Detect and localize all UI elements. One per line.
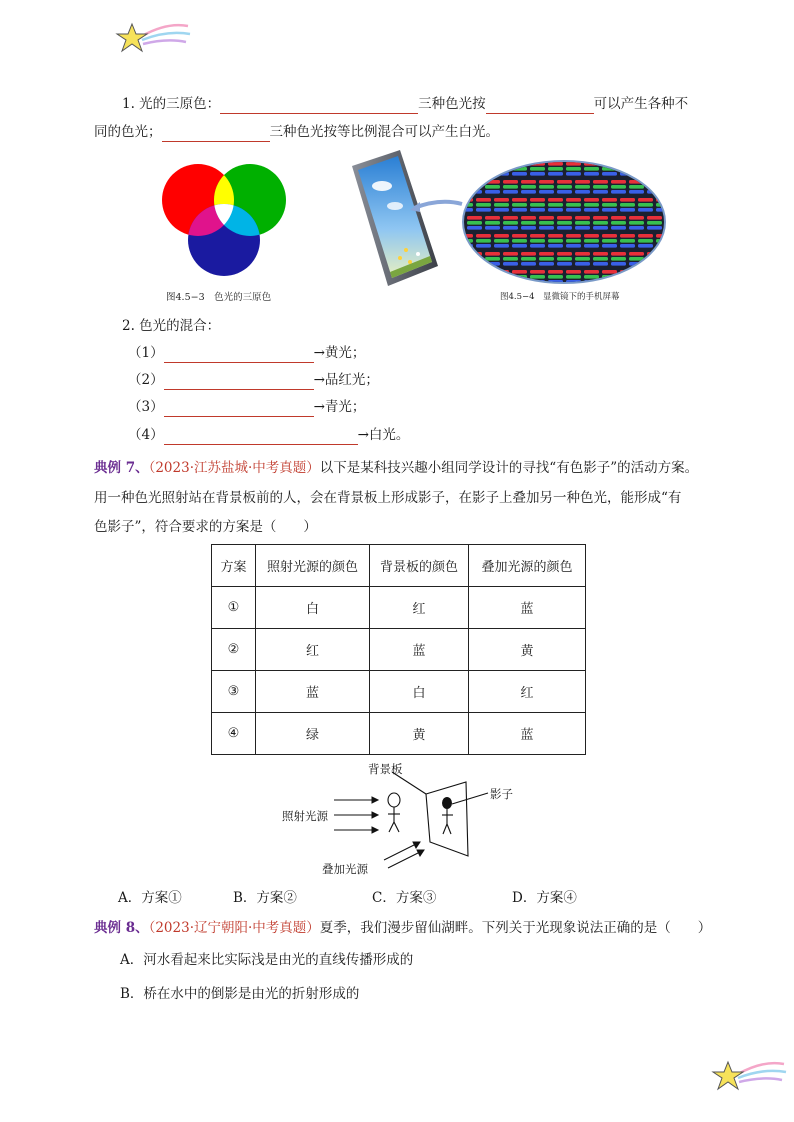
q1-line2 bbox=[94, 122, 499, 142]
subpixel bbox=[566, 208, 581, 212]
subpixel bbox=[539, 190, 554, 194]
ex7-line1 bbox=[94, 458, 698, 478]
subpixel bbox=[476, 244, 491, 248]
subpixel bbox=[629, 185, 644, 189]
subpixel bbox=[575, 216, 590, 220]
subpixel bbox=[548, 244, 563, 248]
answer-blank[interactable] bbox=[162, 125, 270, 142]
subpixel bbox=[602, 280, 617, 284]
subpixel bbox=[462, 270, 473, 274]
subpixel bbox=[476, 208, 491, 212]
subpixel bbox=[462, 180, 464, 184]
subpixel bbox=[548, 270, 563, 274]
q1-line1 bbox=[122, 94, 688, 114]
subpixel bbox=[557, 185, 572, 189]
subpixel bbox=[557, 180, 572, 184]
table-cell: 蓝 bbox=[256, 671, 370, 713]
subpixel bbox=[503, 226, 518, 230]
subpixel bbox=[462, 262, 464, 266]
subpixel bbox=[476, 270, 491, 274]
subpixel bbox=[584, 270, 599, 274]
subpixel bbox=[647, 180, 662, 184]
subpixel bbox=[620, 167, 635, 171]
ex7-text2: 用一种色光照射站在背景板前的人，会在背景板上形成影子，在影子上叠加另一种色光，能形成“有 bbox=[94, 490, 682, 506]
subpixel bbox=[557, 226, 572, 230]
subpixel bbox=[620, 234, 635, 238]
subpixel bbox=[548, 203, 563, 207]
subpixel bbox=[611, 257, 626, 261]
figure-caption: 图4.5−3 色光的三原色 bbox=[166, 292, 272, 303]
subpixel bbox=[476, 234, 491, 238]
subpixel bbox=[530, 198, 545, 202]
table-cell: 红 bbox=[370, 587, 469, 629]
answer-blank[interactable] bbox=[164, 346, 314, 363]
subpixel bbox=[521, 190, 536, 194]
subpixel bbox=[494, 280, 509, 284]
subpixel bbox=[494, 162, 509, 166]
subpixel bbox=[593, 252, 608, 256]
subpixel bbox=[512, 234, 527, 238]
subpixel bbox=[575, 262, 590, 266]
subpixel bbox=[462, 252, 464, 256]
subpixel bbox=[602, 203, 617, 207]
item-result: →白光。 bbox=[357, 427, 410, 443]
subpixel bbox=[476, 275, 491, 279]
subpixel bbox=[620, 198, 635, 202]
subpixel bbox=[593, 257, 608, 261]
subpixel bbox=[566, 275, 581, 279]
subpixel bbox=[462, 275, 473, 279]
subpixel bbox=[462, 167, 473, 171]
diagram-label-light-source: 照射光源 bbox=[282, 809, 328, 823]
table-header: 照射光源的颜色 bbox=[256, 545, 370, 587]
subpixel bbox=[485, 226, 500, 230]
example-label: 典例 7、 bbox=[94, 460, 149, 476]
table-cell: 绿 bbox=[256, 713, 370, 755]
subpixel bbox=[656, 208, 666, 212]
subpixel bbox=[494, 198, 509, 202]
subpixel bbox=[656, 167, 666, 171]
subpixel bbox=[647, 221, 662, 225]
subpixel bbox=[602, 239, 617, 243]
subpixel bbox=[575, 190, 590, 194]
subpixel bbox=[638, 162, 653, 166]
subpixel bbox=[602, 208, 617, 212]
diagram-label-overlay-source: 叠加光源 bbox=[322, 862, 368, 876]
subpixel bbox=[462, 190, 464, 194]
subpixel bbox=[485, 216, 500, 220]
subpixel bbox=[476, 239, 491, 243]
subpixel bbox=[530, 244, 545, 248]
table-cell: 白 bbox=[370, 671, 469, 713]
subpixel bbox=[602, 244, 617, 248]
table-cell: 蓝 bbox=[469, 587, 586, 629]
answer-blank[interactable] bbox=[220, 97, 418, 114]
subpixel bbox=[620, 208, 635, 212]
subpixel bbox=[566, 270, 581, 274]
subpixel bbox=[584, 234, 599, 238]
subpixel bbox=[521, 262, 536, 266]
subpixel bbox=[647, 257, 662, 261]
subpixel bbox=[620, 239, 635, 243]
subpixel bbox=[512, 270, 527, 274]
subpixel bbox=[638, 172, 653, 176]
figure-caption: 图4.5−4 显微镜下的手机屏幕 bbox=[500, 292, 620, 302]
subpixel bbox=[512, 239, 527, 243]
subpixel bbox=[467, 180, 482, 184]
subpixel bbox=[602, 198, 617, 202]
subpixel bbox=[557, 216, 572, 220]
subpixel bbox=[629, 190, 644, 194]
subpixel bbox=[611, 180, 626, 184]
subpixel bbox=[494, 203, 509, 207]
item-result: →青光； bbox=[313, 399, 366, 415]
option-d[interactable]: D．方案④ bbox=[512, 890, 577, 906]
subpixel bbox=[485, 190, 500, 194]
subpixel bbox=[503, 216, 518, 220]
subpixel bbox=[462, 234, 473, 238]
subpixel bbox=[566, 203, 581, 207]
subpixel bbox=[647, 226, 662, 230]
subpixel bbox=[503, 262, 518, 266]
subpixel bbox=[512, 244, 527, 248]
subpixel bbox=[611, 185, 626, 189]
item-number: （4） bbox=[128, 427, 164, 443]
example-label: 典例 8、 bbox=[94, 920, 149, 936]
subpixel bbox=[629, 221, 644, 225]
subpixel bbox=[647, 216, 662, 220]
q2-title: 2. 色光的混合： bbox=[122, 318, 221, 334]
table-cell: 蓝 bbox=[370, 629, 469, 671]
subpixel bbox=[566, 172, 581, 176]
subpixel bbox=[539, 262, 554, 266]
table-header: 叠加光源的颜色 bbox=[469, 545, 586, 587]
subpixel bbox=[575, 252, 590, 256]
subpixel bbox=[512, 198, 527, 202]
subpixel bbox=[521, 221, 536, 225]
subpixel bbox=[494, 234, 509, 238]
subpixel bbox=[575, 185, 590, 189]
answer-blank[interactable] bbox=[164, 400, 314, 417]
table-cell: 红 bbox=[256, 629, 370, 671]
subpixel bbox=[629, 252, 644, 256]
subpixel bbox=[566, 198, 581, 202]
subpixel bbox=[620, 244, 635, 248]
subpixel bbox=[521, 252, 536, 256]
subpixel bbox=[566, 239, 581, 243]
subpixel bbox=[575, 180, 590, 184]
subpixel bbox=[539, 216, 554, 220]
subpixel bbox=[575, 226, 590, 230]
subpixel bbox=[530, 234, 545, 238]
subpixel bbox=[485, 252, 500, 256]
subpixel bbox=[557, 257, 572, 261]
subpixel bbox=[485, 257, 500, 261]
subpixel bbox=[656, 172, 666, 176]
option-c[interactable]: C．方案③ bbox=[372, 890, 437, 906]
subpixel bbox=[467, 257, 482, 261]
subpixel bbox=[638, 198, 653, 202]
subpixel bbox=[584, 275, 599, 279]
q1-line2-end: 三种色光按等比例混合可以产生白光。 bbox=[269, 124, 499, 140]
subpixel bbox=[557, 262, 572, 266]
subpixel bbox=[638, 234, 653, 238]
subpixel bbox=[611, 221, 626, 225]
answer-blank[interactable] bbox=[164, 428, 358, 445]
subpixel bbox=[566, 167, 581, 171]
subpixel bbox=[539, 257, 554, 261]
subpixel bbox=[620, 275, 635, 279]
subpixel bbox=[530, 203, 545, 207]
option-a[interactable]: A．方案① bbox=[118, 890, 182, 906]
subpixel bbox=[539, 221, 554, 225]
subpixel bbox=[620, 203, 635, 207]
subpixel bbox=[476, 172, 491, 176]
subpixel bbox=[620, 280, 635, 284]
subpixel bbox=[602, 234, 617, 238]
subpixel bbox=[593, 226, 608, 230]
subpixel bbox=[539, 252, 554, 256]
shooting-star-icon bbox=[708, 1056, 788, 1096]
subpixel bbox=[593, 262, 608, 266]
subpixel bbox=[462, 185, 464, 189]
three-primary-colors-figure bbox=[158, 158, 293, 278]
subpixel bbox=[566, 234, 581, 238]
subpixel bbox=[584, 203, 599, 207]
ex7-text3: 色影子”，符合要求的方案是（ ） bbox=[94, 519, 317, 535]
subpixel bbox=[462, 162, 473, 166]
subpixel bbox=[462, 172, 473, 176]
subpixel bbox=[638, 275, 653, 279]
subpixel bbox=[521, 257, 536, 261]
subpixel bbox=[503, 221, 518, 225]
subpixel bbox=[530, 239, 545, 243]
subpixel bbox=[638, 244, 653, 248]
example-source: （2023·江苏盐城·中考真题） bbox=[148, 460, 320, 476]
answer-blank[interactable] bbox=[164, 373, 314, 390]
q1-line2-start: 同的色光； bbox=[94, 124, 162, 140]
q1-mid1: 三种色光按 bbox=[418, 96, 486, 112]
subpixel bbox=[593, 185, 608, 189]
subpixel bbox=[530, 275, 545, 279]
ex7-text1: 以下是某科技兴趣小组同学设计的寻找“有色影子”的活动方案。 bbox=[319, 460, 699, 476]
subpixel bbox=[611, 190, 626, 194]
subpixel bbox=[521, 216, 536, 220]
table-cell: 蓝 bbox=[469, 713, 586, 755]
subpixel bbox=[548, 234, 563, 238]
diagram-label-board: 背景板 bbox=[368, 762, 403, 776]
subpixel bbox=[494, 275, 509, 279]
subpixel bbox=[476, 203, 491, 207]
subpixel bbox=[503, 252, 518, 256]
subpixel bbox=[548, 275, 563, 279]
subpixel bbox=[548, 208, 563, 212]
subpixel bbox=[512, 203, 527, 207]
microscope-pixels-figure bbox=[462, 160, 666, 284]
subpixel bbox=[656, 270, 666, 274]
q1-prefix: 1. 光的三原色： bbox=[122, 96, 221, 112]
subpixel bbox=[503, 257, 518, 261]
table-row bbox=[212, 587, 586, 629]
item-number: （3） bbox=[128, 399, 164, 415]
subpixel bbox=[611, 226, 626, 230]
subpixel bbox=[575, 257, 590, 261]
subpixel bbox=[521, 226, 536, 230]
example-source: （2023·辽宁朝阳·中考真题） bbox=[148, 920, 320, 936]
subpixel bbox=[629, 216, 644, 220]
subpixel bbox=[593, 180, 608, 184]
subpixel bbox=[656, 275, 666, 279]
subpixel bbox=[494, 244, 509, 248]
subpixel bbox=[462, 280, 473, 284]
table-cell: ① bbox=[212, 587, 256, 629]
subpixel bbox=[584, 239, 599, 243]
subpixel bbox=[557, 190, 572, 194]
subpixel bbox=[467, 216, 482, 220]
subpixel bbox=[611, 252, 626, 256]
subpixel bbox=[539, 185, 554, 189]
subpixel bbox=[593, 221, 608, 225]
subpixel bbox=[485, 221, 500, 225]
subpixel bbox=[602, 172, 617, 176]
subpixel bbox=[521, 180, 536, 184]
subpixel bbox=[521, 185, 536, 189]
subpixel bbox=[638, 203, 653, 207]
subpixel bbox=[539, 180, 554, 184]
ex8-text: 夏季，我们漫步留仙湖畔。下列关于光现象说法正确的是（ ） bbox=[319, 920, 712, 936]
subpixel bbox=[462, 257, 464, 261]
subpixel bbox=[638, 280, 653, 284]
table-row bbox=[212, 713, 586, 755]
subpixel bbox=[656, 162, 666, 166]
ex8-line1 bbox=[94, 918, 711, 938]
option-b[interactable]: B．方案② bbox=[233, 890, 297, 906]
table-cell: 白 bbox=[256, 587, 370, 629]
subpixel bbox=[566, 244, 581, 248]
diagram-label-shadow: 影子 bbox=[490, 787, 513, 801]
item-number: （2） bbox=[128, 372, 164, 388]
item-result: →品红光； bbox=[313, 372, 379, 388]
subpixel bbox=[629, 226, 644, 230]
item-result: →黄光； bbox=[313, 345, 366, 361]
subpixel bbox=[530, 208, 545, 212]
q2-item bbox=[128, 370, 379, 390]
table-header: 背景板的颜色 bbox=[370, 545, 469, 587]
subpixel bbox=[530, 270, 545, 274]
q2-item bbox=[128, 343, 365, 363]
subpixel bbox=[467, 262, 482, 266]
table-row bbox=[212, 629, 586, 671]
subpixel bbox=[638, 167, 653, 171]
table-cell: ③ bbox=[212, 671, 256, 713]
q1-mid2: 可以产生各种不 bbox=[593, 96, 689, 112]
subpixel bbox=[611, 262, 626, 266]
ex8-option-a[interactable]: A．河水看起来比实际浅是由光的直线传播形成的 bbox=[120, 952, 414, 968]
subpixel bbox=[548, 198, 563, 202]
table-cell: 黄 bbox=[469, 629, 586, 671]
subpixel bbox=[656, 280, 666, 284]
subpixel bbox=[548, 172, 563, 176]
subpixel bbox=[593, 190, 608, 194]
subpixel bbox=[512, 172, 527, 176]
subpixel bbox=[584, 172, 599, 176]
subpixel bbox=[467, 226, 482, 230]
item-number: （1） bbox=[128, 345, 164, 361]
table-header: 方案 bbox=[212, 545, 256, 587]
subpixel bbox=[557, 221, 572, 225]
subpixel bbox=[530, 172, 545, 176]
subpixel bbox=[584, 244, 599, 248]
shooting-star-icon bbox=[112, 18, 192, 58]
subpixel bbox=[512, 208, 527, 212]
subpixel bbox=[512, 280, 527, 284]
subpixel bbox=[485, 185, 500, 189]
subpixel bbox=[611, 216, 626, 220]
subpixel bbox=[476, 162, 491, 166]
subpixel bbox=[539, 226, 554, 230]
subpixel bbox=[584, 208, 599, 212]
table-cell: 黄 bbox=[370, 713, 469, 755]
table-header-row bbox=[212, 545, 586, 587]
table-cell: ② bbox=[212, 629, 256, 671]
subpixel bbox=[602, 270, 617, 274]
subpixel bbox=[494, 167, 509, 171]
subpixel bbox=[584, 198, 599, 202]
q2-item bbox=[128, 425, 409, 445]
subpixel bbox=[503, 180, 518, 184]
subpixel bbox=[476, 167, 491, 171]
subpixel bbox=[584, 167, 599, 171]
table-cell: 红 bbox=[469, 671, 586, 713]
subpixel bbox=[530, 167, 545, 171]
subpixel bbox=[494, 208, 509, 212]
answer-blank[interactable] bbox=[486, 97, 594, 114]
subpixel bbox=[557, 252, 572, 256]
subpixel bbox=[476, 198, 491, 202]
subpixel bbox=[467, 221, 482, 225]
ex8-option-b[interactable]: B．桥在水中的倒影是由光的折射形成的 bbox=[120, 986, 360, 1002]
subpixel bbox=[503, 190, 518, 194]
subpixel bbox=[575, 221, 590, 225]
subpixel bbox=[593, 216, 608, 220]
subpixel bbox=[638, 239, 653, 243]
subpixel bbox=[494, 239, 509, 243]
subpixel bbox=[476, 280, 491, 284]
subpixel bbox=[548, 239, 563, 243]
subpixel bbox=[638, 270, 653, 274]
phone-screen-figure bbox=[340, 146, 470, 296]
subpixel bbox=[647, 262, 662, 266]
subpixel bbox=[638, 208, 653, 212]
subpixel bbox=[503, 185, 518, 189]
table-row bbox=[212, 671, 586, 713]
scheme-table bbox=[211, 544, 586, 755]
subpixel bbox=[620, 162, 635, 166]
subpixel bbox=[548, 167, 563, 171]
table-cell: ④ bbox=[212, 713, 256, 755]
q2-item bbox=[128, 397, 365, 417]
